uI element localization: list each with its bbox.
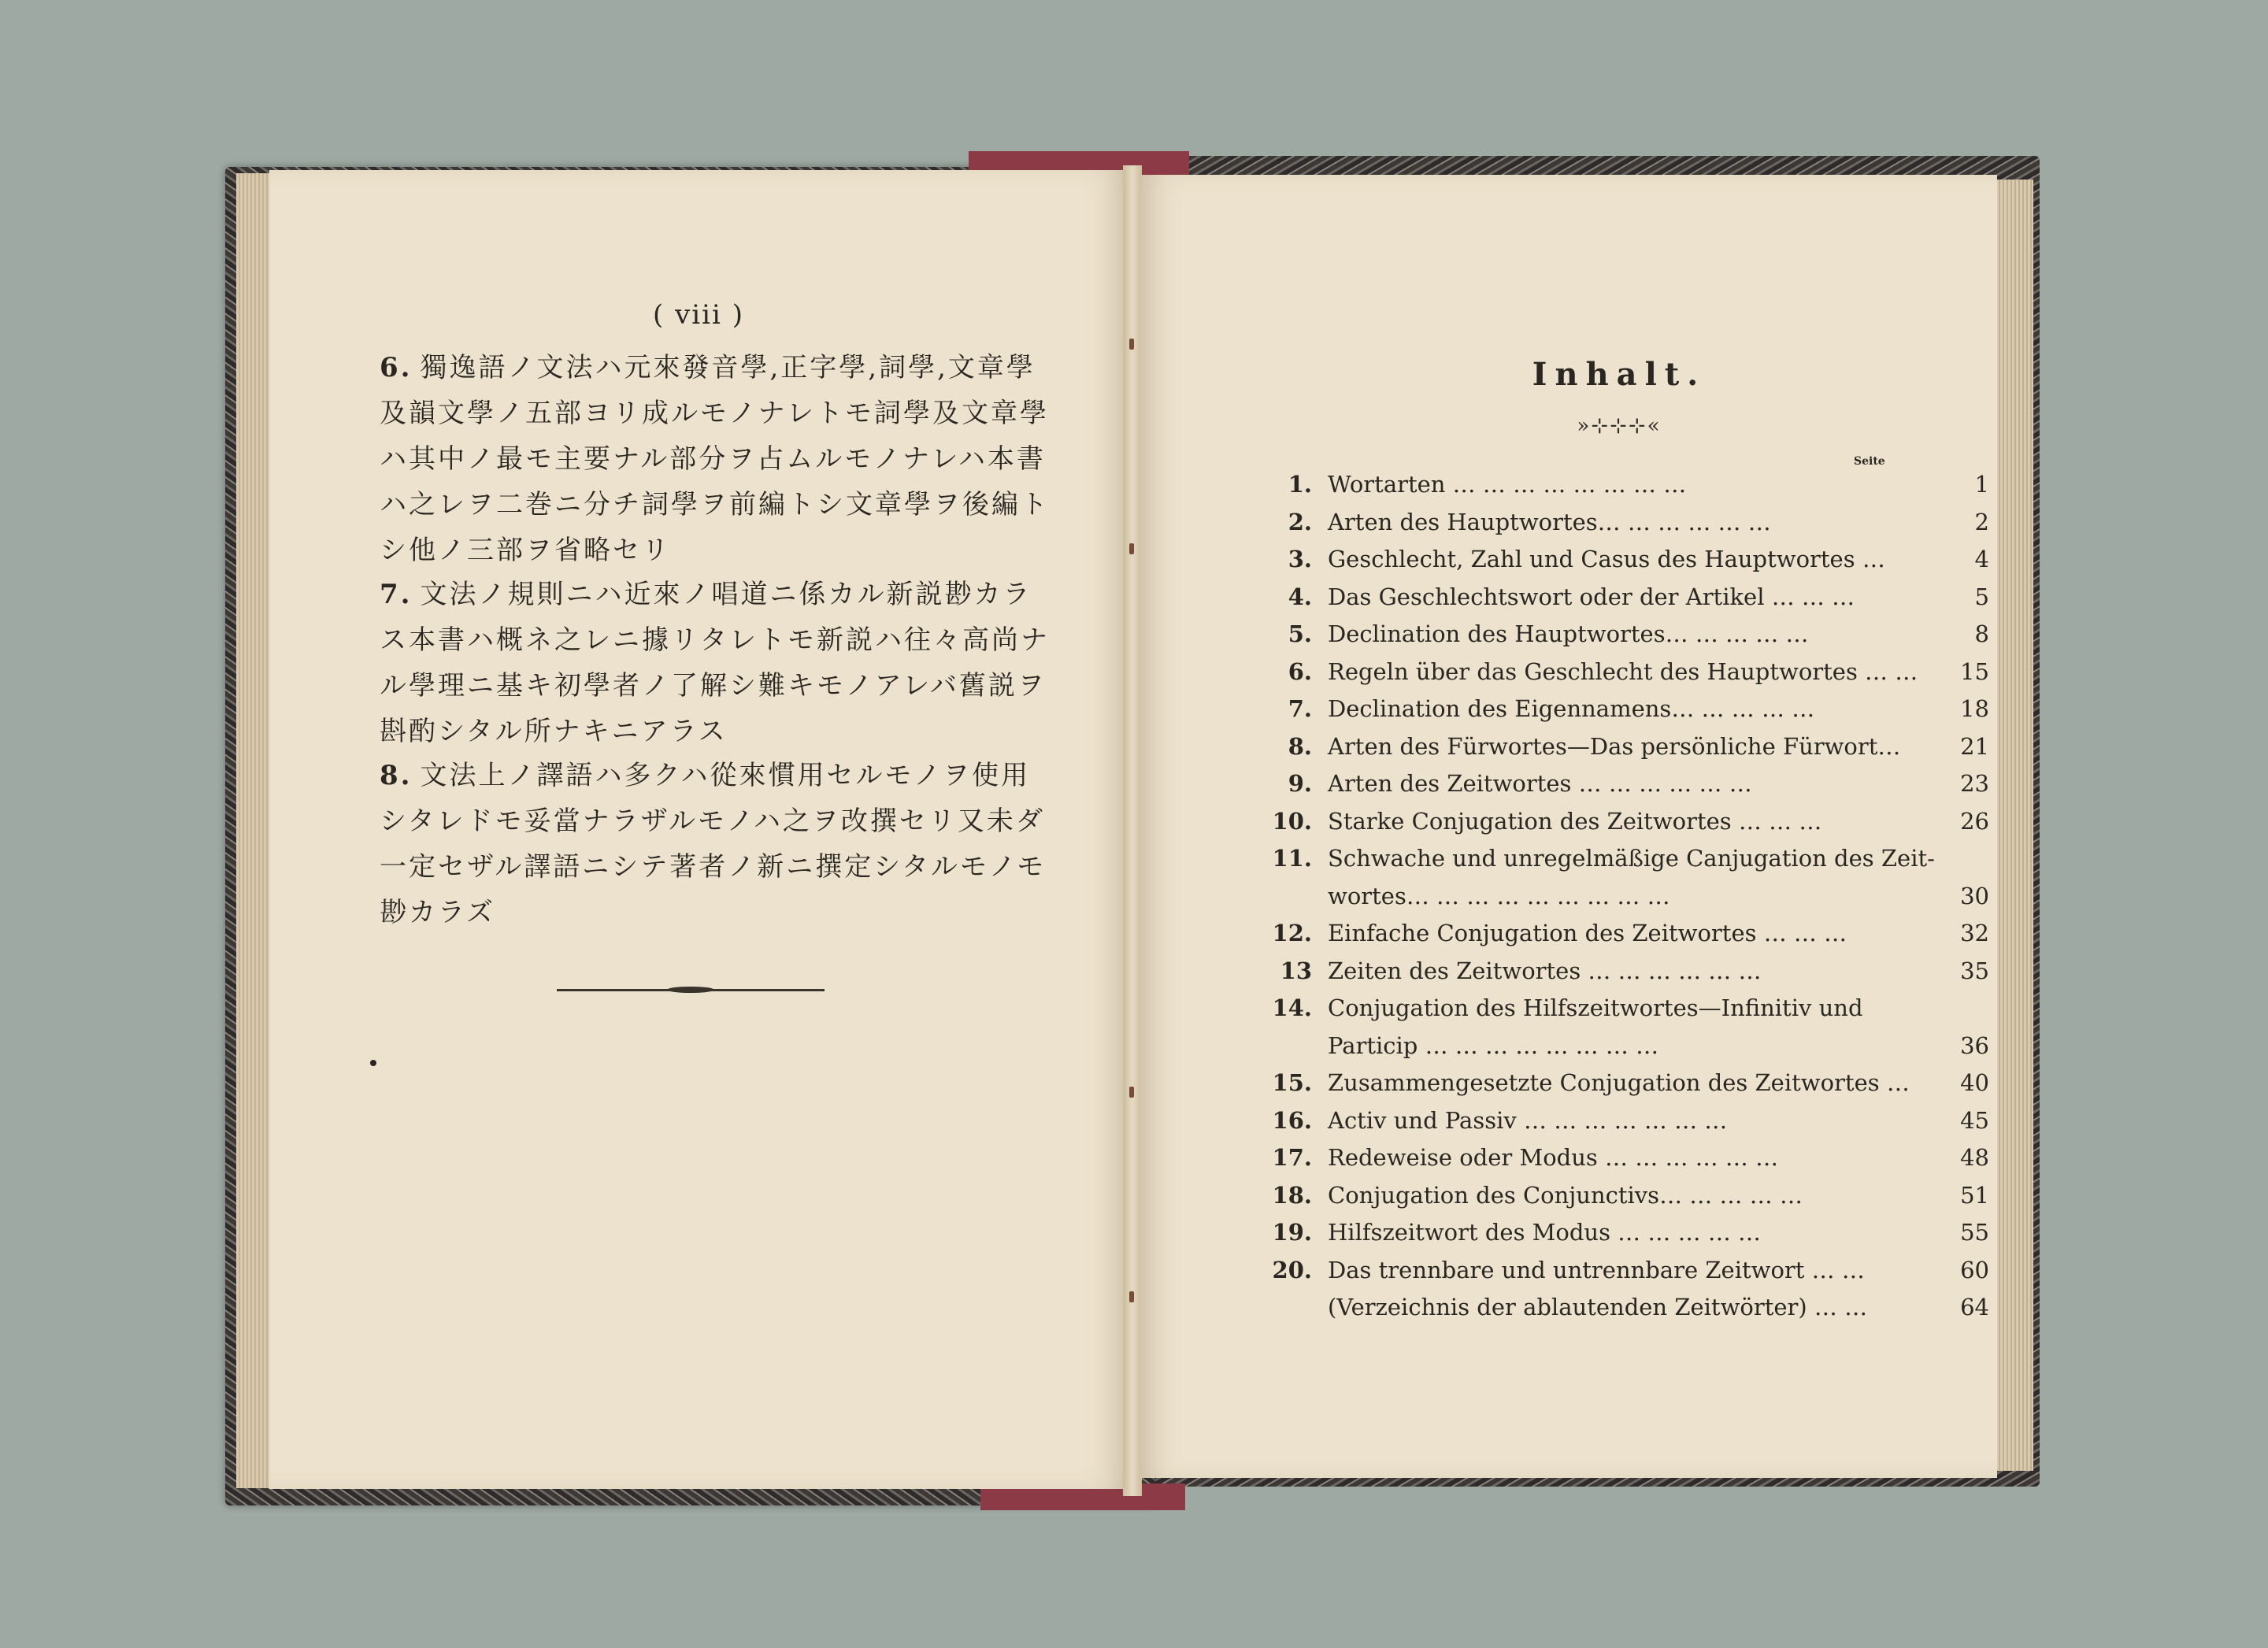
toc-entry: Arten des Fürwortes—Das persönliche Fürwort…: [1328, 732, 1901, 760]
toc-page: 21: [1960, 732, 1989, 760]
toc-page: 36: [1960, 1031, 1989, 1059]
paragraph-number: 6.: [380, 352, 413, 383]
toc-number: 10.: [1272, 807, 1312, 835]
toc-entry: Activ und Passiv … … … … … … …: [1328, 1106, 1728, 1134]
page-number: ( viii ): [653, 299, 744, 331]
toc-number: 5.: [1288, 620, 1312, 647]
toc-page: 64: [1960, 1294, 1989, 1320]
toc-page: 18: [1960, 695, 1989, 722]
toc-number: 17.: [1272, 1144, 1312, 1171]
toc-page: 23: [1960, 770, 1989, 797]
toc-number: 16.: [1272, 1106, 1312, 1134]
toc-entry: Zeiten des Zeitwortes … … … … … …: [1328, 957, 1762, 984]
paragraph-number: 8.: [380, 760, 413, 791]
toc-page: 35: [1960, 957, 1989, 984]
toc-entry: (Verzeichnis der ablautenden Zeitwörter) … …: [1328, 1294, 1868, 1320]
toc-entry: Zusammengesetzte Conjugation des Zeitwortes …: [1328, 1069, 1910, 1096]
toc-entry: Declination des Hauptwortes… … … … …: [1328, 620, 1809, 647]
toc-list: [1257, 466, 1989, 1327]
toc-row: [1257, 765, 1989, 803]
toc-row: [1257, 654, 1989, 691]
toc-page: 45: [1960, 1106, 1989, 1134]
paragraph-6: [380, 345, 1057, 573]
toc-row: [1257, 466, 1989, 504]
toc-row: [1257, 915, 1989, 953]
toc-page: 15: [1960, 657, 1989, 685]
paragraph-7: [380, 572, 1057, 754]
toc-row: [1257, 616, 1989, 654]
toc-page: 8: [1974, 620, 1989, 647]
toc-row: [1257, 1289, 1989, 1327]
toc-number: 14.: [1272, 994, 1312, 1021]
toc-row: [1257, 1139, 1989, 1177]
toc-entry: Schwache und unregelmäßige Canjugation des Zeit- wortes… … … … … … … … …: [1328, 845, 1935, 909]
ornamental-divider: [557, 989, 825, 991]
toc-row: [1257, 840, 1989, 915]
toc-row: [1257, 691, 1989, 728]
toc-entry: Arten des Zeitwortes … … … … … …: [1328, 770, 1752, 797]
toc-number: 7.: [1288, 695, 1312, 722]
paragraph-text: 獨逸語ノ文法ハ元來發音學,正字學,詞學,文章學及韻文學ノ五部ヨリ成ルモノナレトモ詞學及文章學ハ其中ノ最モ主要ナル部分ヲ占ムルモノナレハ本書ハ之レヲ二巻ニ分チ詞學ヲ前編トシ文章學ヲ後編トシ他ノ三部ヲ省略セリ: [380, 352, 1050, 566]
binding-stitch: [1129, 1087, 1134, 1098]
binding-stitch: [1129, 339, 1134, 350]
toc-number: 2.: [1288, 508, 1312, 535]
toc-page: 48: [1960, 1144, 1989, 1171]
toc-entry: Das Geschlechtswort oder der Artikel … … …: [1328, 583, 1855, 610]
toc-number: 19.: [1272, 1219, 1312, 1246]
toc-page: 2: [1974, 508, 1989, 535]
toc-entry: Wortarten … … … … … … … …: [1328, 471, 1687, 498]
toc-entry: Conjugation des Conjunctivs… … … … …: [1328, 1181, 1803, 1209]
toc-number: 12.: [1272, 920, 1312, 946]
toc-number: 6.: [1288, 657, 1312, 685]
seite-label: Seite: [1854, 455, 1885, 468]
toc-number: 11.: [1272, 845, 1312, 872]
toc-page: 60: [1960, 1256, 1989, 1283]
toc-number: 4.: [1288, 583, 1312, 610]
toc-entry: Hilfszeitwort des Modus … … … … …: [1328, 1219, 1762, 1246]
toc-row: [1257, 541, 1989, 579]
toc-number: 9.: [1288, 770, 1312, 797]
toc-row: [1257, 1102, 1989, 1140]
toc-number: 1.: [1288, 471, 1312, 498]
toc-number: 15.: [1272, 1069, 1312, 1096]
toc-number: 13: [1280, 957, 1312, 984]
toc-title: Inhalt.: [1532, 356, 1707, 393]
toc-entry: Arten des Hauptwortes… … … … … …: [1328, 508, 1771, 535]
toc-page: 32: [1960, 920, 1989, 946]
toc-entry: Einfache Conjugation des Zeitwortes … … …: [1328, 920, 1847, 946]
toc-page: 5: [1974, 583, 1989, 610]
left-page: [269, 170, 1128, 1489]
toc-row: [1257, 1065, 1989, 1102]
toc-number: 20.: [1272, 1256, 1312, 1283]
toc-row: [1257, 990, 1989, 1065]
toc-page: 55: [1960, 1219, 1989, 1246]
paragraph-8: [380, 753, 1057, 935]
paragraph-text: 文法上ノ譯語ハ多クハ從來慣用セルモノヲ使用シタレドモ妥當ナラザルモノハ之ヲ改撰セリ又未ダ一定セザル譯語ニシテ著者ノ新ニ撰定シタルモノモ尠カラズ: [380, 760, 1047, 928]
title-ornament: »⊹⊹⊹«: [1577, 414, 1662, 438]
toc-entry: Starke Conjugation des Zeitwortes … … …: [1328, 807, 1822, 835]
toc-number: 3.: [1288, 546, 1312, 572]
toc-entry: Declination des Eigennamens… … … … …: [1328, 695, 1815, 722]
toc-row: [1257, 1177, 1989, 1215]
toc-row: [1257, 728, 1989, 766]
right-page: [1139, 175, 1997, 1478]
toc-row: [1257, 1252, 1989, 1290]
paragraph-text: 文法ノ規則ニハ近來ノ唱道ニ係カル新説尠カラス本書ハ概ネ之レニ據リタレトモ新説ハ往々高尚ナル學理ニ基キ初學者ノ了解シ難キモノアレバ舊説ヲ斟酌シタル所ナキニアラス: [380, 579, 1050, 747]
binding-stitch: [1129, 543, 1134, 554]
toc-page: 4: [1974, 546, 1989, 572]
toc-number: 8.: [1288, 732, 1312, 760]
ink-speck: [370, 1060, 376, 1066]
toc-page: 26: [1960, 807, 1989, 835]
toc-number: 18.: [1272, 1181, 1312, 1209]
paragraph-number: 7.: [380, 579, 413, 610]
toc-entry: Geschlecht, Zahl und Casus des Hauptwortes …: [1328, 546, 1885, 572]
toc-entry: Das trennbare und untrennbare Zeitwort … …: [1328, 1256, 1865, 1283]
toc-row: [1257, 953, 1989, 991]
toc-entry: Conjugation des Hilfszeitwortes—Infinitiv und Particip … … … … … … … …: [1328, 994, 1863, 1059]
toc-page: 1: [1974, 471, 1989, 498]
toc-entry: Redeweise oder Modus … … … … … …: [1328, 1144, 1779, 1171]
toc-row: [1257, 504, 1989, 542]
binding-stitch: [1129, 1291, 1134, 1302]
toc-row: [1257, 803, 1989, 841]
toc-entry: Regeln über das Geschlecht des Hauptwortes … …: [1328, 657, 1918, 685]
toc-row: [1257, 579, 1989, 617]
toc-page: 51: [1960, 1181, 1989, 1209]
toc-page: 40: [1960, 1069, 1989, 1096]
toc-page: 30: [1960, 882, 1989, 909]
toc-row: [1257, 1214, 1989, 1252]
